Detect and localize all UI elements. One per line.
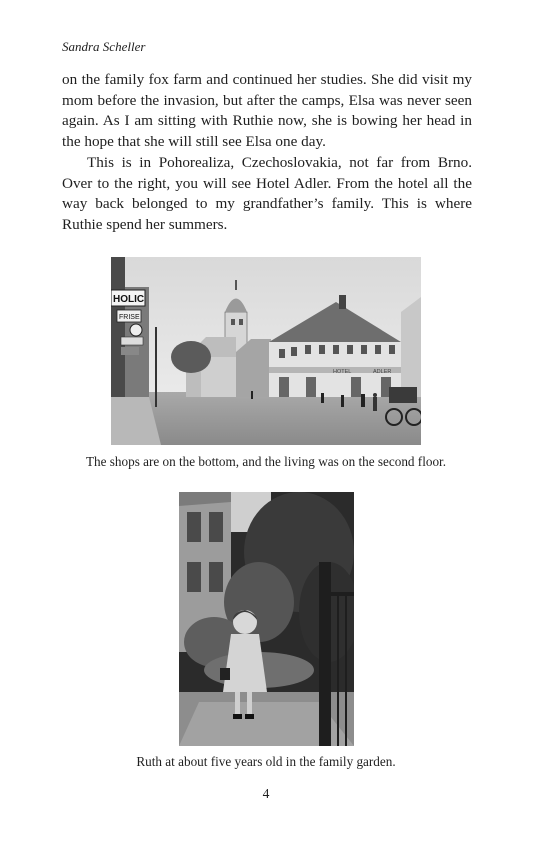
street-photo xyxy=(111,257,421,445)
sign-frise: FRISE xyxy=(119,314,140,321)
paragraph-2: This is in Pohorealiza, Czechoslovakia, not far from Brno. Over to the right, you will see Hotel Adler. From the hotel all the way back belonged to my grandfather’s family. This is where Ruthie spend her summers. xyxy=(62,153,472,233)
running-header-author: Sandra Scheller xyxy=(62,39,146,54)
page-number: 4 xyxy=(262,786,270,801)
figure-1-caption: The shops are on the bottom, and the living was on the second floor. xyxy=(85,454,447,469)
paragraph-1: on the family fox farm and continued her studies. She did visit my mom before the invasion, but after the camps, Elsa was never seen again. As I am sitting with Ruthie now, she is bowing her head in the hope that she will still see Elsa one day. xyxy=(62,71,472,151)
sign-holic: HOLIC xyxy=(113,294,145,305)
figure-2-caption: Ruth at about five years old in the family garden. xyxy=(136,754,396,769)
sign-adler: ADLER xyxy=(373,369,392,375)
child-garden-photo xyxy=(179,492,354,746)
body-text xyxy=(62,70,472,236)
sign-hotel: HOTEL xyxy=(333,369,352,375)
